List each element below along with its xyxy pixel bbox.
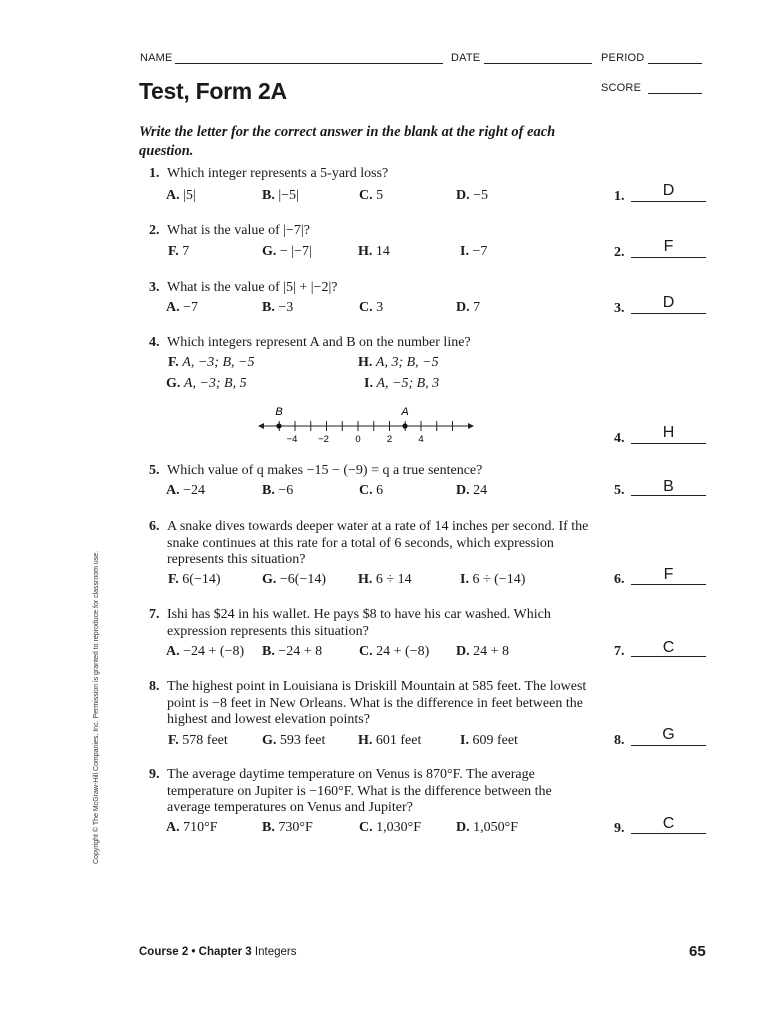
option-d[interactable]: D. 24: [456, 483, 488, 498]
tick-label: 4: [418, 434, 424, 445]
option-h[interactable]: H. 6 ÷ 14: [358, 572, 412, 587]
copyright-notice: Copyright © The McGraw-Hill Companies, Inc. Permission is granted to reproduce for classroom use.: [93, 550, 100, 864]
period-field[interactable]: [648, 63, 702, 64]
instructions: Write the letter for the correct answer in the blank at the right of each question.: [139, 124, 556, 159]
tick-label: 2: [386, 434, 393, 445]
left-arrow: [258, 423, 264, 429]
option-d[interactable]: D. 1,050°F: [456, 820, 519, 835]
question-text: Which value of q makes −15 − (−9) = q a true sentence?: [167, 463, 483, 478]
date-field[interactable]: [484, 63, 592, 64]
answer-number: 2.: [614, 245, 625, 260]
answer-value: F: [663, 566, 674, 583]
point-a: [402, 423, 407, 428]
question-text: What is the value of |5| + |−2|?: [167, 280, 338, 295]
date-label: DATE: [451, 52, 481, 64]
answer-blank[interactable]: [631, 313, 706, 314]
question-text: Which integer represents a 5-yard loss?: [167, 166, 389, 181]
question-number: 6.: [149, 519, 160, 534]
option-f[interactable]: F. A, −3; B, −5: [168, 355, 255, 370]
answer-value: D: [662, 182, 675, 199]
tick-label: 0: [355, 434, 361, 445]
question-number: 9.: [149, 767, 160, 782]
option-g[interactable]: G. −6(−14): [262, 572, 327, 587]
page-title: Test, Form 2A: [139, 78, 287, 104]
answer-blank[interactable]: [631, 443, 706, 444]
page-number: 65: [689, 943, 706, 960]
tick-label: −4: [286, 434, 298, 445]
answer-number: 9.: [614, 821, 625, 836]
question-number: 4.: [149, 335, 160, 350]
score-field[interactable]: [648, 93, 702, 94]
right-arrow: [468, 423, 474, 429]
option-d[interactable]: D. 7: [456, 300, 481, 315]
option-g[interactable]: G. − |−7|: [262, 244, 312, 259]
name-label: NAME: [140, 52, 173, 64]
option-b[interactable]: B. −3: [262, 300, 294, 315]
option-f[interactable]: F. 7: [168, 244, 190, 259]
tick-label: −2: [318, 434, 329, 445]
option-b[interactable]: B. −24 + 8: [262, 644, 323, 659]
question-number: 2.: [149, 223, 160, 238]
option-h[interactable]: H. A, 3; B, −5: [358, 355, 439, 370]
answer-blank[interactable]: [631, 257, 706, 258]
answer-value: C: [662, 639, 675, 656]
option-a[interactable]: A. −24 + (−8): [166, 644, 245, 659]
answer-number: 6.: [614, 572, 625, 587]
question-text: The highest point in Louisiana is Driskill Mountain at 585 feet. The lowest point is −8 feet in New Orleans. What is the difference in feet between the highest and lowest elevation points?: [167, 679, 587, 727]
name-field[interactable]: [175, 63, 443, 64]
option-d[interactable]: D. 24 + 8: [456, 644, 510, 659]
answer-number: 1.: [614, 189, 625, 204]
option-g[interactable]: G. A, −3; B, 5: [166, 376, 247, 391]
point-label-a: A: [401, 406, 409, 418]
answer-number: 7.: [614, 644, 625, 659]
option-c[interactable]: C. 3: [359, 300, 384, 315]
option-a[interactable]: A. −7: [166, 300, 199, 315]
answer-blank[interactable]: [631, 833, 706, 834]
option-a[interactable]: A. |5|: [166, 188, 196, 203]
option-i[interactable]: I. −7: [460, 244, 488, 259]
question-number: 8.: [149, 679, 160, 694]
answer-blank[interactable]: [631, 201, 706, 202]
option-c[interactable]: C. 5: [359, 188, 384, 203]
option-h[interactable]: H. 601 feet: [358, 733, 422, 748]
option-g[interactable]: G. 593 feet: [262, 733, 326, 748]
answer-number: 4.: [614, 431, 625, 446]
option-d[interactable]: D. −5: [456, 188, 489, 203]
option-b[interactable]: B. |−5|: [262, 188, 299, 203]
question-text: Which integers represent A and B on the number line?: [167, 335, 471, 350]
option-i[interactable]: I. 609 feet: [460, 733, 518, 748]
question-number: 3.: [149, 280, 160, 295]
answer-value: C: [662, 815, 675, 832]
question-number: 5.: [149, 463, 160, 478]
question-text: What is the value of |−7|?: [167, 223, 310, 238]
question-number: 7.: [149, 607, 160, 622]
option-f[interactable]: F. 578 feet: [168, 733, 228, 748]
option-f[interactable]: F. 6(−14): [168, 572, 221, 587]
answer-number: 8.: [614, 733, 625, 748]
option-h[interactable]: H. 14: [358, 244, 390, 259]
option-c[interactable]: C. 6: [359, 483, 384, 498]
question-number: 1.: [149, 166, 160, 181]
answer-value: D: [662, 294, 675, 311]
answer-value: F: [663, 238, 674, 255]
option-c[interactable]: C. 1,030°F: [359, 820, 422, 835]
answer-blank[interactable]: [631, 745, 706, 746]
footer-course: Course 2 • Chapter 3 Integers: [139, 946, 297, 958]
answer-number: 3.: [614, 301, 625, 316]
option-a[interactable]: A. 710°F: [166, 820, 218, 835]
point-label-b: B: [275, 406, 283, 418]
option-i[interactable]: I. A, −5; B, 3: [364, 376, 440, 391]
option-b[interactable]: B. 730°F: [262, 820, 313, 835]
score-label: SCORE: [601, 82, 642, 94]
option-a[interactable]: A. −24: [166, 483, 206, 498]
answer-blank[interactable]: [631, 584, 706, 585]
answer-value: H: [662, 424, 675, 441]
number-line: [252, 400, 482, 448]
answer-value: G: [662, 726, 675, 743]
answer-value: B: [663, 478, 674, 495]
question-text: Ishi has $24 in his wallet. He pays $8 to have his car washed. Which expression represents this situation?: [167, 607, 551, 639]
point-b: [276, 423, 281, 428]
option-b[interactable]: B. −6: [262, 483, 294, 498]
option-i[interactable]: I. 6 ÷ (−14): [460, 572, 526, 587]
period-label: PERIOD: [601, 52, 645, 64]
answer-number: 5.: [614, 483, 625, 498]
question-text: A snake dives towards deeper water at a rate of 14 inches per second. If the snake continues at this rate for a total of 6 seconds, which expression represents this situation?: [167, 519, 589, 567]
question-text: The average daytime temperature on Venus is 870°F. The average temperature on Jupiter is −160°F. What is the difference between the average temperatures on Venus and Jupiter?: [167, 767, 552, 815]
option-c[interactable]: C. 24 + (−8): [359, 644, 430, 659]
